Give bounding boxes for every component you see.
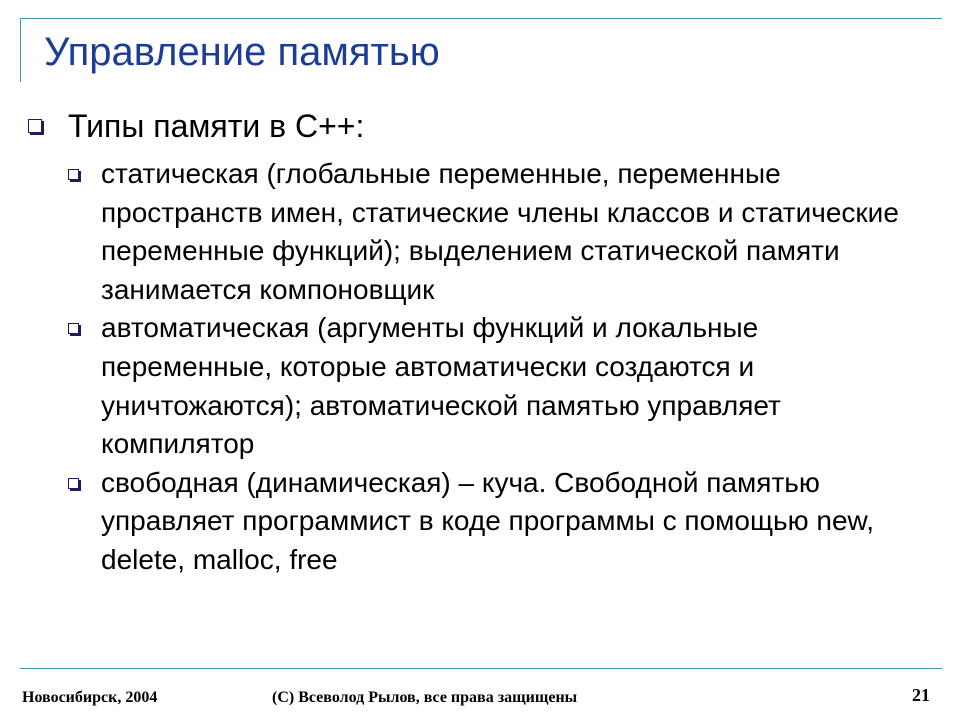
square-bullet-icon (68, 478, 79, 489)
bullet-level1 (28, 106, 364, 146)
sub-bullet-item (68, 464, 928, 580)
square-bullet-icon (28, 119, 42, 133)
sub-bullet-item (68, 155, 928, 309)
page-number: 21 (912, 685, 930, 705)
footer-location-date: Новосибирск, 2004 (22, 689, 158, 706)
sub-bullet-text: автоматическая (аргументы функций и локальные переменные, которые автоматически создаются и уничтожаются); автоматической памятью управляет компилятор (101, 312, 781, 460)
bullet-level1-label: Типы памяти в C++: (68, 108, 365, 144)
square-bullet-icon (68, 169, 79, 180)
top-rule (20, 18, 942, 19)
footer-copyright: (C) Всеволод Рылов, все права защищены (272, 689, 578, 706)
slide-title: Управление памятью (44, 30, 440, 74)
bottom-rule (20, 668, 942, 669)
title-left-rule (20, 18, 21, 82)
sub-bullet-text: статическая (глобальные переменные, переменные пространств имен, статические члены классов и статические переменные функций); выделением статической памяти занимается компоновщик (101, 158, 899, 305)
square-bullet-icon (68, 323, 79, 334)
sub-bullet-item (68, 309, 928, 463)
sub-bullet-list (68, 155, 928, 580)
sub-bullet-text: свободная (динамическая) – куча. Свободной памятью управляет программист в коде программы с помощью new, delete, malloc, free (101, 466, 874, 575)
